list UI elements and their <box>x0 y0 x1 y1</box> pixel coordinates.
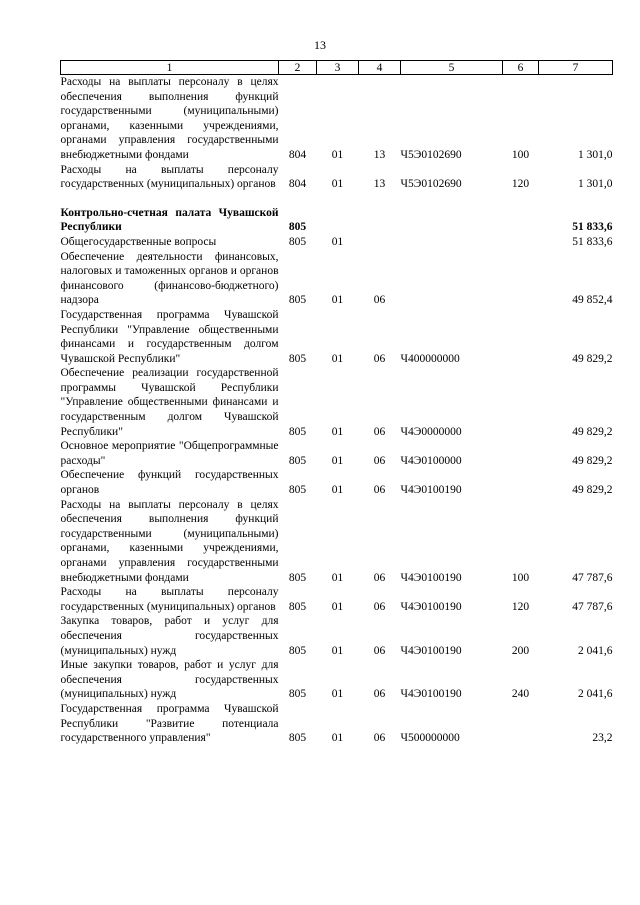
header-col-5: 5 <box>401 61 503 75</box>
table-row <box>61 75 613 163</box>
table-body <box>61 75 613 746</box>
row-name: Государственная программа Чувашской Республики "Управление общественными финансами и государственным долгом Чувашской Республики" <box>60 308 279 365</box>
row-amount: 1 301,0 <box>578 148 613 161</box>
row-target-article: Ч4Э0100190 <box>400 688 462 701</box>
row-target-article: Ч4Э0100190 <box>400 484 462 497</box>
row-name: Иные закупки товаров, работ и услуг для обеспечения государственных (муниципальных) нужд <box>60 659 279 701</box>
row-subsection: 06 <box>373 454 386 467</box>
row-name: Государственная программа Чувашской Республики "Развитие потенциала государственного управления" <box>60 702 279 745</box>
row-code: 804 <box>288 148 307 161</box>
row-expense-type <box>503 235 539 250</box>
row-section: 01 <box>331 732 344 745</box>
row-name: Общегосударственные вопросы <box>60 235 217 248</box>
row-target-article: Ч4Э0100190 <box>400 571 462 584</box>
row-expense-type <box>503 366 539 439</box>
row-section <box>317 206 359 235</box>
row-section: 01 <box>331 425 344 438</box>
row-code: 805 <box>288 221 307 234</box>
row-subsection: 06 <box>373 352 386 365</box>
row-code: 805 <box>288 454 307 467</box>
row-subsection: 06 <box>373 571 386 584</box>
row-subsection: 06 <box>373 600 386 613</box>
row-section: 01 <box>331 484 344 497</box>
spacer-row <box>61 192 613 206</box>
header-col-3: 3 <box>317 61 359 75</box>
table-row <box>61 614 613 658</box>
table-row <box>61 206 613 235</box>
row-amount: 23,2 <box>592 732 613 745</box>
row-section: 01 <box>331 644 344 657</box>
header-col-4: 4 <box>359 61 401 75</box>
row-code: 805 <box>288 235 307 248</box>
row-name: Закупка товаров, работ и услуг для обеспечения государственных (муниципальных) нужд <box>60 615 279 657</box>
row-expense-type: 120 <box>511 178 530 191</box>
row-section: 01 <box>331 600 344 613</box>
row-expense-type: 100 <box>511 571 530 584</box>
row-section: 01 <box>331 352 344 365</box>
row-expense-type <box>503 250 539 308</box>
row-section: 01 <box>331 454 344 467</box>
row-expense-type: 240 <box>511 688 530 701</box>
row-code: 805 <box>288 294 307 307</box>
row-name: Расходы на выплаты персоналу государственных (муниципальных) органов <box>60 586 279 613</box>
table-row <box>61 702 613 746</box>
table-row <box>61 439 613 468</box>
table-row <box>61 308 613 366</box>
row-expense-type <box>503 308 539 366</box>
row-amount: 47 787,6 <box>572 600 613 613</box>
row-code: 805 <box>288 484 307 497</box>
row-target-article: Ч5Э0102690 <box>400 148 462 161</box>
row-subsection: 06 <box>373 294 386 307</box>
row-section: 01 <box>331 688 344 701</box>
row-name: Контрольно-счетная палата Чувашской Республики <box>60 206 279 234</box>
header-col-1: 1 <box>61 61 279 75</box>
row-amount: 51 833,6 <box>572 235 613 248</box>
row-amount: 49 829,2 <box>572 484 613 497</box>
row-subsection: 13 <box>373 178 386 191</box>
row-name: Расходы на выплаты персоналу в целях обеспечения выполнения функций государственными (муниципальными) органами, казенными учреждениями, органами управления государственными внебюджетными фондами <box>60 498 279 584</box>
row-target-article: Ч5Э0102690 <box>400 178 462 191</box>
row-subsection: 06 <box>373 644 386 657</box>
row-expense-type <box>503 702 539 746</box>
row-amount: 49 829,2 <box>572 352 613 365</box>
row-target-article: Ч4Э0100190 <box>400 644 462 657</box>
row-amount: 51 833,6 <box>572 221 613 234</box>
table-row <box>61 163 613 192</box>
budget-table <box>60 60 613 746</box>
row-amount: 47 787,6 <box>572 571 613 584</box>
row-target-article: Ч4Э0100000 <box>400 454 462 467</box>
row-name: Расходы на выплаты персоналу в целях обеспечения выполнения функций государственными (муниципальными) органами, казенными учреждениями, органами управления государственными внебюджетными фондами <box>60 76 279 161</box>
row-name: Обеспечение деятельности финансовых, налоговых и таможенных органов и органов финансового (финансово-бюджетного) надзора <box>60 250 279 307</box>
row-amount: 1 301,0 <box>578 178 613 191</box>
table-row <box>61 250 613 308</box>
row-name: Расходы на выплаты персоналу государственных (муниципальных) органов <box>60 163 279 191</box>
row-section: 01 <box>331 571 344 584</box>
row-target-article: Ч400000000 <box>400 352 460 365</box>
header-col-7: 7 <box>539 61 613 75</box>
row-code: 805 <box>288 352 307 365</box>
row-expense-type: 100 <box>511 148 530 161</box>
row-subsection <box>359 235 401 250</box>
row-expense-type <box>503 468 539 497</box>
row-code: 805 <box>288 571 307 584</box>
row-expense-type: 120 <box>511 600 530 613</box>
row-target-article: Ч4Э0000000 <box>400 425 462 438</box>
row-subsection: 06 <box>373 425 386 438</box>
table-row <box>61 658 613 702</box>
header-col-6: 6 <box>503 61 539 75</box>
row-amount: 49 829,2 <box>572 454 613 467</box>
row-subsection: 06 <box>373 484 386 497</box>
table-row <box>61 366 613 439</box>
table-row <box>61 235 613 250</box>
row-expense-type <box>503 206 539 235</box>
row-code: 805 <box>288 688 307 701</box>
row-target-article <box>401 250 503 308</box>
row-amount: 2 041,6 <box>578 688 613 701</box>
row-amount: 49 829,2 <box>572 425 613 438</box>
page-number: 13 <box>314 38 326 52</box>
row-subsection: 06 <box>373 732 386 745</box>
row-code: 805 <box>288 732 307 745</box>
row-target-article <box>401 206 503 235</box>
table-row <box>61 498 613 586</box>
row-subsection: 13 <box>373 148 386 161</box>
row-section: 01 <box>331 148 344 161</box>
row-code: 805 <box>288 600 307 613</box>
table-row <box>61 468 613 497</box>
row-name: Обеспечение функций государственных органов <box>60 469 279 497</box>
row-name: Обеспечение реализации государственной программы Чувашской Республики "Управление общественными финансами и государственным долгом Чувашской Республики" <box>60 367 279 438</box>
row-amount: 49 852,4 <box>572 294 613 307</box>
table-header <box>61 61 613 75</box>
row-section: 01 <box>331 235 344 248</box>
row-subsection: 06 <box>373 688 386 701</box>
table-row <box>61 585 613 614</box>
row-target-article: Ч4Э0100190 <box>400 600 462 613</box>
row-name: Основное мероприятие "Общепрограммные расходы" <box>60 440 279 467</box>
row-code: 805 <box>288 644 307 657</box>
row-target-article <box>401 235 503 250</box>
header-col-2: 2 <box>279 61 317 75</box>
row-expense-type: 200 <box>511 644 530 657</box>
row-section: 01 <box>331 178 344 191</box>
row-expense-type <box>503 439 539 468</box>
row-amount: 2 041,6 <box>578 644 613 657</box>
row-subsection <box>359 206 401 235</box>
row-target-article: Ч500000000 <box>400 732 460 745</box>
row-section: 01 <box>331 294 344 307</box>
row-code: 804 <box>288 178 307 191</box>
row-code: 805 <box>288 425 307 438</box>
